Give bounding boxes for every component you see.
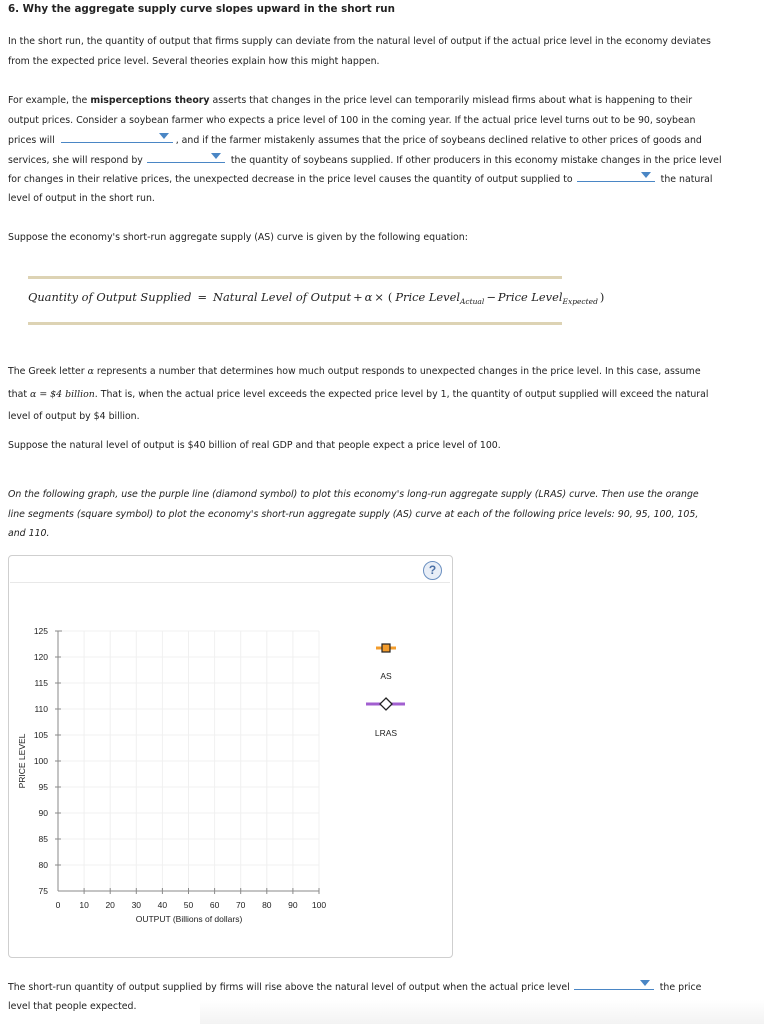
legend-as-tool[interactable]	[376, 644, 396, 681]
text: represents a number that determines how much output responds to unexpected changes in the price level. In this case, assume	[93, 366, 701, 377]
dropdown-arrow-icon[interactable]	[640, 980, 650, 986]
alpha-value: α = $4 billion	[30, 388, 95, 400]
y-tick-label: 105	[33, 730, 48, 740]
equation-natural-level: Natural Level of Output	[213, 290, 352, 304]
intro-line-2: from the expected price level. Several theories explain how this might happen.	[8, 55, 380, 67]
legend-lras-tool[interactable]	[366, 698, 405, 738]
graph-panel-divider	[10, 582, 450, 583]
misperceptions-line-3	[8, 130, 756, 150]
y-tick-labels	[34, 626, 48, 896]
text: services, she will respond by	[8, 154, 143, 166]
x-tick-label: 100	[311, 900, 327, 910]
x-tick-label: 30	[131, 900, 142, 910]
equation-minus: −	[486, 290, 496, 304]
instructions-line-2: line segments (square symbol) to plot the economy's short-run aggregate supply (AS) curve at each of the following price levels: 90, 95, 100, 105,	[8, 508, 699, 520]
intro-paragraph	[8, 32, 756, 71]
instructions-line-1: On the following graph, use the purple line (diamond symbol) to plot this economy's long-run aggregate supply (LRAS) curve. Then use the orange	[8, 489, 699, 500]
text: the natural	[660, 174, 713, 185]
as-equation	[28, 290, 604, 306]
output-vs-natural-dropdown[interactable]	[577, 169, 655, 182]
square-symbol-icon	[382, 644, 390, 652]
page-bottom-shadow	[200, 1000, 764, 1024]
dropdown-arrow-icon[interactable]	[211, 153, 221, 159]
x-tick-label: 0	[55, 900, 61, 910]
alpha-line-1	[8, 361, 756, 384]
instructions-line-3: and 110.	[8, 528, 50, 539]
dropdown-arrow-icon[interactable]	[641, 172, 651, 178]
text: For example, the	[8, 95, 91, 106]
equation-paren-close: )	[599, 290, 605, 304]
misperceptions-paragraph	[8, 91, 756, 208]
x-tick-label: 20	[105, 900, 115, 910]
x-tick-label: 50	[183, 900, 194, 910]
natural-level-text: Suppose the natural level of output is $40 billion of real GDP and that people expect a price level of 100.	[8, 440, 501, 451]
axes	[55, 631, 319, 894]
farmer-response-dropdown[interactable]	[147, 150, 225, 163]
text: the quantity of soybeans supplied. If other producers in this economy mistake changes in the price level	[230, 154, 722, 166]
intro-line-1: In the short run, the quantity of output that firms supply can deviate from the natural level of output if the actual price level in the economy deviates	[8, 36, 711, 47]
y-tick-label: 80	[38, 860, 48, 870]
equation-times: ×	[374, 290, 384, 304]
x-axis-title: OUTPUT (Billions of dollars)	[135, 914, 243, 924]
help-icon[interactable]: ?	[423, 561, 442, 580]
text: The Greek letter	[8, 366, 88, 377]
misperceptions-theory-term: misperceptions theory	[90, 95, 210, 106]
legend-as-label: AS	[380, 671, 392, 681]
final-line-1	[8, 977, 756, 997]
graph-instructions	[8, 485, 756, 544]
equation-sub-actual: Actual	[459, 297, 485, 306]
dropdown-arrow-icon[interactable]	[159, 133, 169, 139]
y-tick-label: 120	[33, 652, 48, 662]
y-tick-label: 125	[33, 626, 48, 636]
y-tick-label: 110	[34, 704, 48, 714]
graph-area[interactable]	[0, 600, 460, 940]
y-tick-label: 85	[38, 834, 48, 844]
misperceptions-line-6: level of output in the short run.	[8, 192, 155, 204]
misperceptions-line-2: output prices. Consider a soybean farmer who expects a price level of 100 in the coming year. If the actual price level turns out to be 90, soybean	[8, 114, 696, 126]
alpha-symbol: α	[87, 366, 94, 377]
equation-plus: +	[353, 290, 363, 304]
equation-equals: =	[197, 290, 208, 304]
equation-bottom-rule	[28, 322, 562, 325]
y-tick-label: 75	[38, 886, 48, 896]
soybean-prices-dropdown[interactable]	[61, 130, 173, 143]
legend-lras-label: LRAS	[374, 728, 398, 738]
y-tick-label: 115	[34, 678, 48, 688]
equation-sub-expected: Expected	[562, 297, 598, 306]
text: . That is, when the actual price level exceeds the expected price level by 1, the quantity of output supplied will exceed the natural	[94, 388, 709, 400]
x-tick-label: 40	[157, 900, 168, 910]
text: the price	[659, 982, 702, 993]
alpha-line-3: level of output by $4 billion.	[8, 411, 140, 422]
price-level-comparison-dropdown[interactable]	[574, 977, 654, 990]
x-tick-label: 70	[235, 900, 246, 910]
question-title: 6. Why the aggregate supply curve slopes upward in the short run	[8, 3, 395, 15]
grid-lines	[58, 631, 319, 891]
y-tick-label: 95	[38, 782, 48, 792]
text: for changes in their relative prices, the unexpected decrease in the price level causes the quantity of output supplied to	[8, 174, 573, 185]
as-intro: Suppose the economy's short-run aggregate supply (AS) curve is given by the following equation:	[8, 232, 468, 243]
text: The short-run quantity of output supplied by firms will rise above the natural level of output when the actual price level	[8, 982, 570, 993]
text: that	[8, 388, 31, 400]
equation-paren-open: (	[387, 290, 393, 304]
x-tick-label: 10	[79, 900, 89, 910]
equation-lhs: Quantity of Output Supplied	[28, 290, 192, 304]
equation-price-level-actual: Price Level	[395, 290, 460, 304]
y-tick-label: 100	[33, 756, 48, 766]
text: , and if the farmer mistakenly assumes that the price of soybeans declined relative to other prices of goods and	[175, 135, 702, 146]
misperceptions-line-5	[8, 169, 756, 189]
misperceptions-line-1	[8, 91, 756, 111]
y-axis-title: PRICE LEVEL	[17, 733, 27, 789]
x-tick-label: 80	[262, 900, 272, 910]
alpha-paragraph	[8, 361, 756, 429]
equation-alpha: α	[364, 290, 373, 304]
x-tick-label: 90	[288, 900, 298, 910]
text: prices will	[8, 135, 55, 146]
final-line-2: level that people expected.	[8, 1000, 137, 1012]
x-tick-labels	[56, 900, 327, 910]
alpha-line-2	[8, 384, 756, 407]
x-tick-label: 60	[209, 900, 220, 910]
misperceptions-line-4	[8, 150, 756, 170]
equation-price-level-expected: Price Level	[497, 290, 563, 304]
y-tick-label: 90	[38, 808, 48, 818]
equation-top-rule	[28, 276, 562, 279]
text: asserts that changes in the price level can temporarily mislead firms about what is happening to their	[209, 95, 693, 106]
diamond-symbol-icon	[380, 698, 392, 710]
